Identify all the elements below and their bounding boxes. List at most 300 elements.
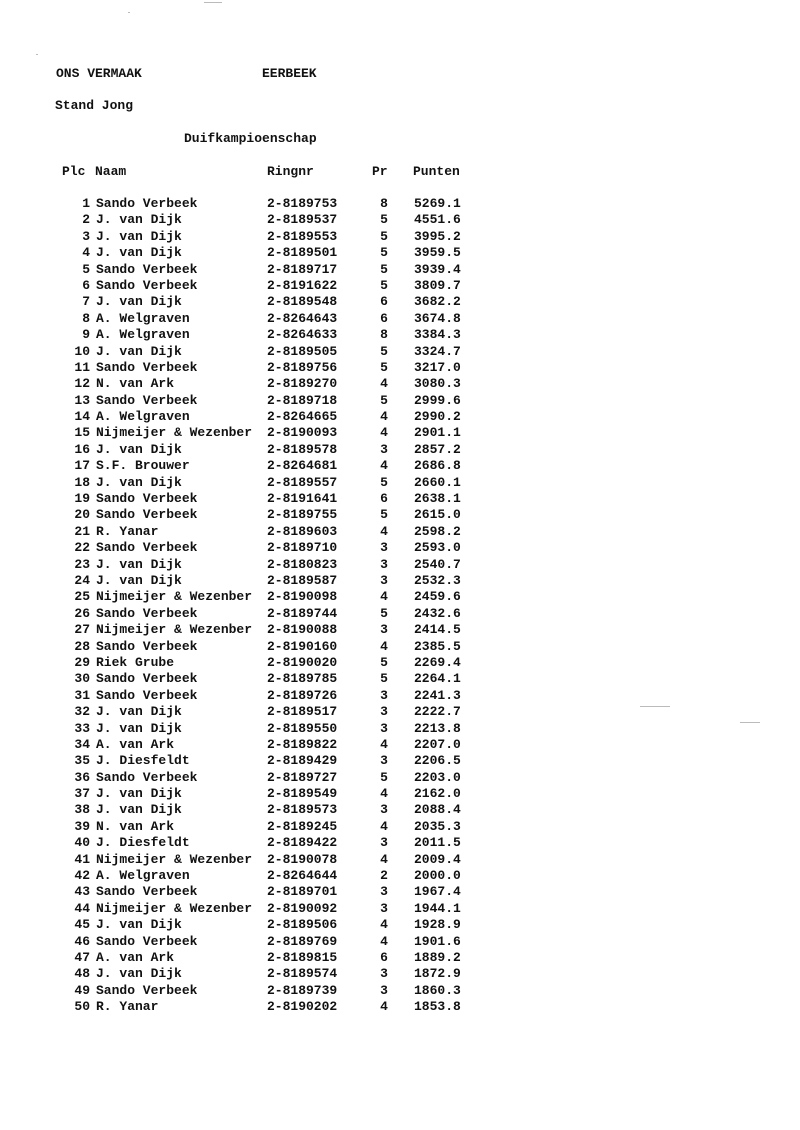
table-row: [0, 917, 800, 933]
table-row: [0, 835, 800, 851]
cell-plc: 38: [74, 802, 90, 818]
cell-plc: 37: [74, 786, 90, 802]
cell-punten: 3959.5: [414, 245, 461, 261]
table-row: [0, 852, 800, 868]
cell-ringnr: 2-8190098: [267, 589, 338, 605]
cell-naam: J. Diesfeldt: [96, 753, 190, 769]
cell-naam: J. van Dijk: [96, 212, 182, 228]
cell-plc: 10: [74, 343, 90, 359]
cell-ringnr: 2-8189753: [267, 196, 338, 211]
cell-ringnr: 2-8189553: [267, 228, 338, 244]
table-row: [0, 671, 800, 687]
cell-punten: 3682.2: [414, 294, 461, 310]
table-row: [0, 589, 800, 605]
cell-naam: A. Welgraven: [96, 310, 190, 326]
cell-ringnr: 2-8189701: [267, 884, 338, 900]
cell-pr: 6: [380, 310, 388, 326]
cell-punten: 4551.6: [414, 212, 461, 228]
cell-ringnr: 2-8190202: [267, 999, 338, 1015]
table-row: [0, 606, 800, 622]
cell-pr: 4: [380, 917, 388, 933]
cell-pr: 4: [380, 376, 388, 392]
cell-punten: 2269.4: [414, 654, 461, 670]
cell-plc: 44: [74, 900, 90, 916]
cell-punten: 3939.4: [414, 261, 461, 277]
cell-punten: 2532.3: [414, 572, 461, 588]
cell-pr: 5: [380, 392, 388, 408]
cell-punten: 5269.1: [414, 196, 461, 211]
table-row: [0, 212, 800, 228]
table-row: [0, 294, 800, 310]
cell-punten: 2035.3: [414, 818, 461, 834]
cell-pr: 3: [380, 622, 388, 638]
cell-ringnr: 2-8180823: [267, 556, 338, 572]
cell-ringnr: 2-8190092: [267, 900, 338, 916]
table-row: [0, 802, 800, 818]
cell-naam: Sando Verbeek: [96, 392, 198, 408]
cell-naam: J. van Dijk: [96, 917, 182, 933]
cell-punten: 2207.0: [414, 736, 461, 752]
table-row: [0, 688, 800, 704]
cell-pr: 8: [380, 196, 388, 211]
table-row: [0, 540, 800, 556]
cell-pr: 5: [380, 671, 388, 687]
cell-naam: Sando Verbeek: [96, 769, 198, 785]
cell-plc: 50: [74, 999, 90, 1015]
cell-ringnr: 2-8189822: [267, 736, 338, 752]
cell-naam: Sando Verbeek: [96, 638, 198, 654]
table-row: [0, 524, 800, 540]
cell-pr: 6: [380, 491, 388, 507]
cell-plc: 11: [74, 359, 90, 375]
cell-ringnr: 2-8189603: [267, 523, 338, 539]
cell-plc: 47: [74, 949, 90, 965]
cell-plc: 42: [74, 868, 90, 884]
cell-plc: 21: [74, 523, 90, 539]
cell-punten: 2414.5: [414, 622, 461, 638]
cell-ringnr: 2-8189549: [267, 786, 338, 802]
cell-naam: Sando Verbeek: [96, 933, 198, 949]
club-name: ONS VERMAAK: [56, 66, 142, 81]
cell-plc: 1: [82, 196, 90, 211]
cell-punten: 1860.3: [414, 982, 461, 998]
cell-punten: 2638.1: [414, 491, 461, 507]
cell-naam: Sando Verbeek: [96, 884, 198, 900]
cell-plc: 9: [82, 327, 90, 343]
cell-naam: Nijmeijer & Wezenber: [96, 851, 253, 867]
cell-ringnr: 2-8189717: [267, 261, 338, 277]
cell-ringnr: 2-8190160: [267, 638, 338, 654]
cell-pr: 5: [380, 605, 388, 621]
column-header-pr: Pr: [372, 164, 388, 179]
place-name: EERBEEK: [262, 66, 317, 81]
cell-naam: Sando Verbeek: [96, 507, 198, 523]
table-row: [0, 196, 800, 212]
cell-ringnr: 2-8189769: [267, 933, 338, 949]
table-row: [0, 639, 800, 655]
cell-plc: 48: [74, 966, 90, 982]
cell-punten: 1853.8: [414, 999, 461, 1015]
cell-punten: 2660.1: [414, 474, 461, 490]
table-row: [0, 458, 800, 474]
cell-pr: 4: [380, 523, 388, 539]
cell-pr: 3: [380, 687, 388, 703]
cell-pr: 4: [380, 458, 388, 474]
cell-ringnr: 2-8189501: [267, 245, 338, 261]
cell-pr: 3: [380, 900, 388, 916]
cell-pr: 4: [380, 786, 388, 802]
cell-naam: J. Diesfeldt: [96, 835, 190, 851]
cell-ringnr: 2-8264644: [267, 868, 338, 884]
cell-naam: Sando Verbeek: [96, 491, 198, 507]
cell-plc: 22: [74, 540, 90, 556]
cell-ringnr: 2-8264643: [267, 310, 338, 326]
cell-punten: 1944.1: [414, 900, 461, 916]
cell-naam: J. van Dijk: [96, 704, 182, 720]
cell-naam: J. van Dijk: [96, 802, 182, 818]
cell-punten: 2222.7: [414, 704, 461, 720]
cell-naam: J. van Dijk: [96, 786, 182, 802]
cell-plc: 29: [74, 654, 90, 670]
table-row: [0, 966, 800, 982]
cell-ringnr: 2-8190020: [267, 654, 338, 670]
cell-ringnr: 2-8189578: [267, 441, 338, 457]
cell-ringnr: 2-8189744: [267, 605, 338, 621]
cell-pr: 3: [380, 753, 388, 769]
cell-ringnr: 2-8189505: [267, 343, 338, 359]
cell-naam: A. van Ark: [96, 949, 175, 965]
cell-punten: 1928.9: [414, 917, 461, 933]
table-row: [0, 753, 800, 769]
cell-pr: 5: [380, 507, 388, 523]
cell-pr: 5: [380, 654, 388, 670]
cell-ringnr: 2-8191622: [267, 277, 338, 293]
cell-pr: 6: [380, 294, 388, 310]
cell-punten: 1901.6: [414, 933, 461, 949]
cell-punten: 2241.3: [414, 687, 461, 703]
table-row: [0, 655, 800, 671]
cell-naam: J. van Dijk: [96, 343, 182, 359]
table-row: [0, 376, 800, 392]
cell-naam: Sando Verbeek: [96, 196, 198, 211]
cell-pr: 8: [380, 327, 388, 343]
cell-punten: 3995.2: [414, 228, 461, 244]
cell-punten: 2000.0: [414, 868, 461, 884]
standing-title: Stand Jong: [55, 98, 134, 113]
cell-plc: 20: [74, 507, 90, 523]
cell-punten: 2593.0: [414, 540, 461, 556]
table-row: [0, 934, 800, 950]
cell-naam: Sando Verbeek: [96, 359, 198, 375]
cell-pr: 2: [380, 868, 388, 884]
cell-ringnr: 2-8189574: [267, 966, 338, 982]
scan-speck: [36, 54, 38, 55]
cell-punten: 3080.3: [414, 376, 461, 392]
cell-naam: J. van Dijk: [96, 966, 182, 982]
cell-pr: 4: [380, 851, 388, 867]
cell-plc: 6: [82, 277, 90, 293]
cell-pr: 4: [380, 638, 388, 654]
cell-naam: Sando Verbeek: [96, 540, 198, 556]
scan-speck: [128, 12, 130, 13]
cell-pr: 5: [380, 212, 388, 228]
cell-plc: 31: [74, 687, 90, 703]
table-row: [0, 425, 800, 441]
cell-ringnr: 2-8189739: [267, 982, 338, 998]
cell-naam: J. van Dijk: [96, 441, 182, 457]
cell-punten: 2385.5: [414, 638, 461, 654]
cell-punten: 2857.2: [414, 441, 461, 457]
cell-pr: 4: [380, 818, 388, 834]
cell-pr: 4: [380, 409, 388, 425]
cell-plc: 46: [74, 933, 90, 949]
cell-plc: 30: [74, 671, 90, 687]
cell-naam: J. van Dijk: [96, 720, 182, 736]
cell-pr: 3: [380, 441, 388, 457]
cell-ringnr: 2-8189726: [267, 687, 338, 703]
cell-punten: 2206.5: [414, 753, 461, 769]
cell-naam: N. van Ark: [96, 376, 175, 392]
cell-plc: 5: [82, 261, 90, 277]
cell-ringnr: 2-8189245: [267, 818, 338, 834]
cell-naam: J. van Dijk: [96, 245, 182, 261]
cell-punten: 3809.7: [414, 277, 461, 293]
column-header-ringnr: Ringnr: [267, 164, 314, 179]
table-row: [0, 507, 800, 523]
cell-pr: 3: [380, 572, 388, 588]
cell-plc: 45: [74, 917, 90, 933]
cell-punten: 1872.9: [414, 966, 461, 982]
table-row: [0, 868, 800, 884]
cell-punten: 2615.0: [414, 507, 461, 523]
table-row: [0, 622, 800, 638]
cell-naam: R. Yanar: [96, 999, 159, 1015]
cell-naam: S.F. Brouwer: [96, 458, 190, 474]
cell-pr: 5: [380, 474, 388, 490]
cell-naam: Sando Verbeek: [96, 687, 198, 703]
cell-plc: 27: [74, 622, 90, 638]
cell-ringnr: 2-8190078: [267, 851, 338, 867]
cell-ringnr: 2-8264681: [267, 458, 338, 474]
cell-pr: 3: [380, 802, 388, 818]
table-row: [0, 262, 800, 278]
cell-punten: 2459.6: [414, 589, 461, 605]
cell-pr: 3: [380, 540, 388, 556]
table-row: [0, 327, 800, 343]
cell-ringnr: 2-8189587: [267, 572, 338, 588]
table-row: [0, 737, 800, 753]
table-row: [0, 393, 800, 409]
cell-naam: J. van Dijk: [96, 556, 182, 572]
cell-punten: 2432.6: [414, 605, 461, 621]
cell-plc: 4: [82, 245, 90, 261]
cell-ringnr: 2-8191641: [267, 491, 338, 507]
cell-pr: 4: [380, 589, 388, 605]
cell-pr: 5: [380, 277, 388, 293]
cell-pr: 3: [380, 835, 388, 851]
cell-pr: 5: [380, 261, 388, 277]
table-row: [0, 999, 800, 1015]
cell-plc: 36: [74, 769, 90, 785]
table-row: [0, 311, 800, 327]
cell-pr: 3: [380, 884, 388, 900]
cell-punten: 2598.2: [414, 523, 461, 539]
table-row: [0, 475, 800, 491]
cell-naam: A. Welgraven: [96, 327, 190, 343]
cell-pr: 3: [380, 720, 388, 736]
table-row: [0, 344, 800, 360]
cell-naam: A. Welgraven: [96, 868, 190, 884]
cell-plc: 26: [74, 605, 90, 621]
cell-plc: 34: [74, 736, 90, 752]
cell-pr: 3: [380, 704, 388, 720]
cell-pr: 4: [380, 425, 388, 441]
cell-ringnr: 2-8190088: [267, 622, 338, 638]
cell-naam: A. van Ark: [96, 736, 175, 752]
cell-ringnr: 2-8189550: [267, 720, 338, 736]
cell-naam: Nijmeijer & Wezenber: [96, 622, 253, 638]
cell-plc: 19: [74, 491, 90, 507]
cell-punten: 3324.7: [414, 343, 461, 359]
cell-ringnr: 2-8189573: [267, 802, 338, 818]
cell-plc: 2: [82, 212, 90, 228]
cell-naam: Nijmeijer & Wezenber: [96, 589, 253, 605]
table-row: [0, 229, 800, 245]
table-row: [0, 950, 800, 966]
table-row: [0, 409, 800, 425]
cell-plc: 33: [74, 720, 90, 736]
cell-ringnr: 2-8189548: [267, 294, 338, 310]
cell-punten: 2264.1: [414, 671, 461, 687]
table-row: [0, 491, 800, 507]
cell-ringnr: 2-8189506: [267, 917, 338, 933]
cell-naam: J. van Dijk: [96, 572, 182, 588]
cell-pr: 4: [380, 999, 388, 1015]
cell-plc: 24: [74, 572, 90, 588]
cell-punten: 2999.6: [414, 392, 461, 408]
cell-pr: 3: [380, 982, 388, 998]
cell-ringnr: 2-8189710: [267, 540, 338, 556]
table-row: [0, 360, 800, 376]
table-row: [0, 884, 800, 900]
cell-plc: 16: [74, 441, 90, 457]
cell-naam: Sando Verbeek: [96, 605, 198, 621]
cell-ringnr: 2-8264633: [267, 327, 338, 343]
table-row: [0, 245, 800, 261]
cell-ringnr: 2-8189755: [267, 507, 338, 523]
cell-pr: 4: [380, 736, 388, 752]
cell-plc: 41: [74, 851, 90, 867]
cell-pr: 4: [380, 933, 388, 949]
cell-ringnr: 2-8264665: [267, 409, 338, 425]
cell-plc: 12: [74, 376, 90, 392]
cell-plc: 7: [82, 294, 90, 310]
cell-plc: 14: [74, 409, 90, 425]
cell-ringnr: 2-8189718: [267, 392, 338, 408]
table-row: [0, 786, 800, 802]
cell-punten: 1889.2: [414, 949, 461, 965]
cell-pr: 6: [380, 949, 388, 965]
cell-naam: J. van Dijk: [96, 228, 182, 244]
table-row: [0, 573, 800, 589]
championship-title: Duifkampioenschap: [184, 131, 317, 146]
cell-punten: 3384.3: [414, 327, 461, 343]
table-row: [0, 901, 800, 917]
cell-punten: 1967.4: [414, 884, 461, 900]
cell-naam: A. Welgraven: [96, 409, 190, 425]
cell-plc: 39: [74, 818, 90, 834]
cell-plc: 25: [74, 589, 90, 605]
table-row: [0, 819, 800, 835]
column-header-punten: Punten: [413, 164, 460, 179]
cell-naam: R. Yanar: [96, 523, 159, 539]
cell-plc: 32: [74, 704, 90, 720]
column-header-plc: Plc: [62, 164, 86, 179]
cell-ringnr: 2-8189429: [267, 753, 338, 769]
cell-plc: 28: [74, 638, 90, 654]
cell-ringnr: 2-8189756: [267, 359, 338, 375]
cell-naam: N. van Ark: [96, 818, 175, 834]
cell-ringnr: 2-8189517: [267, 704, 338, 720]
cell-plc: 49: [74, 982, 90, 998]
cell-punten: 2686.8: [414, 458, 461, 474]
cell-naam: J. van Dijk: [96, 294, 182, 310]
table-row: [0, 442, 800, 458]
cell-plc: 15: [74, 425, 90, 441]
cell-pr: 5: [380, 228, 388, 244]
cell-pr: 5: [380, 343, 388, 359]
cell-plc: 35: [74, 753, 90, 769]
cell-punten: 2213.8: [414, 720, 461, 736]
cell-punten: 2088.4: [414, 802, 461, 818]
cell-naam: Sando Verbeek: [96, 261, 198, 277]
cell-plc: 13: [74, 392, 90, 408]
cell-punten: 2990.2: [414, 409, 461, 425]
cell-plc: 8: [82, 310, 90, 326]
cell-ringnr: 2-8190093: [267, 425, 338, 441]
cell-punten: 2540.7: [414, 556, 461, 572]
table-row: [0, 721, 800, 737]
cell-naam: Nijmeijer & Wezenber: [96, 425, 253, 441]
cell-pr: 5: [380, 245, 388, 261]
cell-plc: 18: [74, 474, 90, 490]
cell-pr: 3: [380, 966, 388, 982]
cell-punten: 2162.0: [414, 786, 461, 802]
table-row: [0, 770, 800, 786]
cell-punten: 2009.4: [414, 851, 461, 867]
cell-punten: 3674.8: [414, 310, 461, 326]
cell-punten: 2011.5: [414, 835, 461, 851]
cell-ringnr: 2-8189270: [267, 376, 338, 392]
cell-punten: 2203.0: [414, 769, 461, 785]
table-row: [0, 557, 800, 573]
cell-naam: Sando Verbeek: [96, 671, 198, 687]
cell-ringnr: 2-8189557: [267, 474, 338, 490]
cell-plc: 40: [74, 835, 90, 851]
table-row: [0, 278, 800, 294]
table-row: [0, 704, 800, 720]
cell-naam: J. van Dijk: [96, 474, 182, 490]
cell-punten: 3217.0: [414, 359, 461, 375]
cell-plc: 43: [74, 884, 90, 900]
cell-punten: 2901.1: [414, 425, 461, 441]
cell-pr: 5: [380, 769, 388, 785]
cell-plc: 23: [74, 556, 90, 572]
cell-naam: Nijmeijer & Wezenber: [96, 900, 253, 916]
cell-ringnr: 2-8189785: [267, 671, 338, 687]
cell-plc: 3: [82, 228, 90, 244]
cell-ringnr: 2-8189537: [267, 212, 338, 228]
